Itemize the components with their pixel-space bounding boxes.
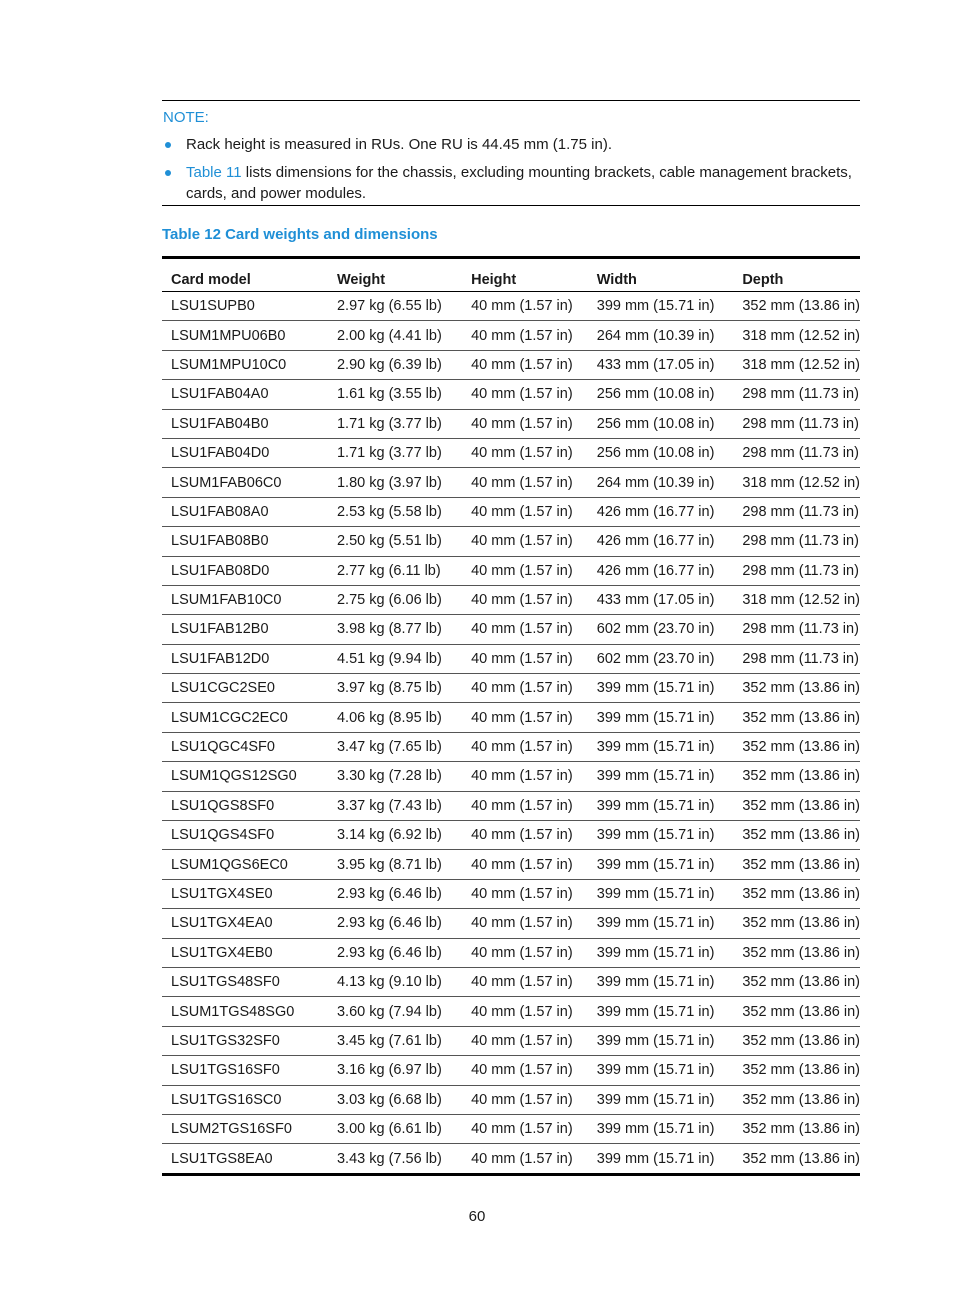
cell-height: 40 mm (1.57 in)	[462, 527, 588, 556]
cell-depth: 352 mm (13.86 in)	[742, 298, 860, 315]
table-row	[162, 850, 860, 879]
note-title: NOTE:	[163, 109, 209, 126]
cell-card-model: LSUM1CGC2EC0	[162, 703, 328, 732]
table-row	[162, 997, 860, 1026]
cell-card-model: LSU1TGS8EA0	[162, 1144, 328, 1174]
cell-card-model: LSU1FAB04B0	[162, 409, 328, 438]
cell-weight: 2.97 kg (6.55 lb)	[336, 298, 442, 315]
cell-width: 399 mm (15.71 in)	[588, 1085, 734, 1114]
cell-weight: 2.53 kg (5.58 lb)	[328, 497, 462, 526]
cell-height: 40 mm (1.57 in)	[462, 468, 588, 497]
cell-width: 399 mm (15.71 in)	[588, 674, 734, 703]
cell-weight: 3.43 kg (7.56 lb)	[328, 1144, 462, 1174]
header-card-model: Card model	[162, 258, 328, 292]
table-header-row	[162, 258, 860, 292]
cell-depth: 352 mm (13.86 in)	[733, 909, 860, 938]
cell-height: 40 mm (1.57 in)	[462, 615, 588, 644]
cell-depth: 352 mm (13.86 in)	[733, 938, 860, 967]
cell-height: 40 mm (1.57 in)	[462, 1085, 588, 1114]
cell-card-model: LSU1TGS32SF0	[162, 1026, 328, 1055]
cell-height: 40 mm (1.57 in)	[462, 762, 588, 791]
cell-weight: 2.93 kg (6.46 lb)	[328, 938, 462, 967]
cell-width: 399 mm (15.71 in)	[588, 703, 734, 732]
table-row	[162, 438, 860, 467]
cell-width: 399 mm (15.71 in)	[588, 791, 734, 820]
cell-depth: 298 mm (11.73 in)	[733, 615, 860, 644]
cell-width: 399 mm (15.71 in)	[588, 850, 734, 879]
table-row	[162, 791, 860, 820]
table-row	[162, 1114, 860, 1143]
cell-card-model: LSU1TGS16SF0	[162, 1056, 328, 1085]
table-row	[162, 292, 860, 321]
cell-depth: 352 mm (13.86 in)	[733, 791, 860, 820]
cell-height: 40 mm (1.57 in)	[462, 1114, 588, 1143]
cell-card-model: LSU1SUPB0	[171, 298, 255, 315]
note-bullet-2-text: lists dimensions for the chassis, excluding mounting brackets, cable management brackets, cards, and power modules.	[186, 164, 852, 202]
cell-height: 40 mm (1.57 in)	[462, 791, 588, 820]
table-row	[162, 644, 860, 673]
cell-height: 40 mm (1.57 in)	[462, 1144, 588, 1174]
cell-weight: 3.98 kg (8.77 lb)	[328, 615, 462, 644]
cell-height: 40 mm (1.57 in)	[462, 585, 588, 614]
cell-width: 433 mm (17.05 in)	[588, 585, 734, 614]
cell-card-model: LSU1FAB12B0	[162, 615, 328, 644]
cell-width: 399 mm (15.71 in)	[588, 762, 734, 791]
cell-width: 399 mm (15.71 in)	[588, 732, 734, 761]
cell-depth: 352 mm (13.86 in)	[733, 821, 860, 850]
cell-card-model: LSU1CGC2SE0	[162, 674, 328, 703]
cell-height: 40 mm (1.57 in)	[462, 732, 588, 761]
cell-height: 40 mm (1.57 in)	[462, 497, 588, 526]
table-row	[162, 1144, 860, 1174]
cell-width: 399 mm (15.71 in)	[588, 997, 734, 1026]
table-row	[162, 967, 860, 996]
table-row	[162, 409, 860, 438]
cell-height: 40 mm (1.57 in)	[462, 967, 588, 996]
cell-width: 399 mm (15.71 in)	[588, 909, 734, 938]
cell-depth: 352 mm (13.86 in)	[733, 1026, 860, 1055]
cell-width: 399 mm (15.71 in)	[588, 821, 734, 850]
table-row	[162, 556, 860, 585]
table-row	[162, 674, 860, 703]
cell-depth: 318 mm (12.52 in)	[733, 321, 860, 350]
cell-depth: 298 mm (11.73 in)	[733, 644, 860, 673]
cell-card-model: LSU1QGS4SF0	[162, 821, 328, 850]
cell-height: 40 mm (1.57 in)	[462, 380, 588, 409]
cell-depth: 298 mm (11.73 in)	[733, 380, 860, 409]
cell-weight: 2.50 kg (5.51 lb)	[328, 527, 462, 556]
cell-weight: 3.03 kg (6.68 lb)	[328, 1085, 462, 1114]
table-body	[162, 292, 860, 1175]
cell-height: 40 mm (1.57 in)	[462, 879, 588, 908]
cell-depth: 318 mm (12.52 in)	[733, 468, 860, 497]
cell-card-model: LSU1QGC4SF0	[162, 732, 328, 761]
header-height: Height	[462, 258, 588, 292]
cell-height: 40 mm (1.57 in)	[462, 409, 588, 438]
cell-width: 399 mm (15.71 in)	[588, 938, 734, 967]
cell-depth: 298 mm (11.73 in)	[733, 497, 860, 526]
cell-weight: 1.61 kg (3.55 lb)	[328, 380, 462, 409]
cell-height: 40 mm (1.57 in)	[462, 438, 588, 467]
cell-height: 40 mm (1.57 in)	[462, 850, 588, 879]
cell-depth: 352 mm (13.86 in)	[733, 850, 860, 879]
table-row	[162, 703, 860, 732]
cell-weight: 2.93 kg (6.46 lb)	[328, 909, 462, 938]
cell-depth: 352 mm (13.86 in)	[733, 997, 860, 1026]
note-bullet-1	[162, 134, 860, 155]
cell-width: 256 mm (10.08 in)	[588, 380, 734, 409]
cell-card-model: LSU1FAB04A0	[162, 380, 328, 409]
cell-weight: 3.37 kg (7.43 lb)	[328, 791, 462, 820]
cell-depth: 298 mm (11.73 in)	[733, 409, 860, 438]
cell-card-model: LSUM1FAB10C0	[162, 585, 328, 614]
cell-depth: 318 mm (12.52 in)	[733, 350, 860, 379]
cell-width: 256 mm (10.08 in)	[588, 409, 734, 438]
cell-weight: 2.00 kg (4.41 lb)	[328, 321, 462, 350]
bullet-dot-icon	[165, 170, 171, 176]
cell-card-model: LSU1TGS16SC0	[162, 1085, 328, 1114]
table-row	[162, 1056, 860, 1085]
cell-height: 40 mm (1.57 in)	[462, 821, 588, 850]
cell-weight: 3.00 kg (6.61 lb)	[328, 1114, 462, 1143]
cell-depth: 352 mm (13.86 in)	[733, 762, 860, 791]
cell-weight: 1.71 kg (3.77 lb)	[328, 409, 462, 438]
table-11-link[interactable]: Table 11	[186, 164, 242, 181]
cell-width: 426 mm (16.77 in)	[588, 527, 734, 556]
cell-height: 40 mm (1.57 in)	[462, 1056, 588, 1085]
table-caption: Table 12 Card weights and dimensions	[162, 226, 438, 243]
cell-height: 40 mm (1.57 in)	[462, 674, 588, 703]
cell-width: 399 mm (15.71 in)	[588, 1056, 734, 1085]
table-row	[162, 468, 860, 497]
cell-card-model: LSU1FAB08A0	[162, 497, 328, 526]
header-weight: Weight	[328, 258, 462, 292]
cell-depth: 352 mm (13.86 in)	[733, 732, 860, 761]
cell-weight: 4.06 kg (8.95 lb)	[328, 703, 462, 732]
table-row	[162, 380, 860, 409]
table-row	[162, 821, 860, 850]
cell-card-model: LSUM2TGS16SF0	[162, 1114, 328, 1143]
cell-weight: 3.30 kg (7.28 lb)	[328, 762, 462, 791]
cell-card-model: LSU1FAB08D0	[162, 556, 328, 585]
cell-card-model: LSUM1MPU06B0	[162, 321, 328, 350]
cell-height: 40 mm (1.57 in)	[462, 703, 588, 732]
card-dimensions-table	[162, 256, 860, 1176]
table-row	[162, 497, 860, 526]
cell-height: 40 mm (1.57 in)	[462, 938, 588, 967]
cell-depth: 298 mm (11.73 in)	[733, 556, 860, 585]
header-width: Width	[588, 258, 734, 292]
cell-card-model: LSU1TGX4SE0	[162, 879, 328, 908]
cell-card-model: LSU1FAB12D0	[162, 644, 328, 673]
table-row	[162, 732, 860, 761]
cell-card-model: LSU1FAB08B0	[162, 527, 328, 556]
cell-weight: 2.90 kg (6.39 lb)	[328, 350, 462, 379]
note-bullet-1-text: Rack height is measured in RUs. One RU is 44.45 mm (1.75 in).	[186, 136, 612, 153]
cell-weight: 3.16 kg (6.97 lb)	[328, 1056, 462, 1085]
table-row	[162, 1026, 860, 1055]
cell-width: 426 mm (16.77 in)	[588, 497, 734, 526]
cell-width: 399 mm (15.71 in)	[588, 967, 734, 996]
cell-card-model: LSUM1QGS6EC0	[162, 850, 328, 879]
table-row	[162, 321, 860, 350]
bullet-dot-icon	[165, 142, 171, 148]
cell-weight: 1.71 kg (3.77 lb)	[328, 438, 462, 467]
cell-height: 40 mm (1.57 in)	[471, 298, 573, 315]
cell-width: 602 mm (23.70 in)	[588, 615, 734, 644]
cell-width: 399 mm (15.71 in)	[588, 1114, 734, 1143]
cell-depth: 352 mm (13.86 in)	[733, 674, 860, 703]
cell-depth: 298 mm (11.73 in)	[733, 438, 860, 467]
cell-height: 40 mm (1.57 in)	[462, 644, 588, 673]
table-row	[162, 1085, 860, 1114]
cell-card-model: LSUM1QGS12SG0	[162, 762, 328, 791]
cell-depth: 352 mm (13.86 in)	[733, 967, 860, 996]
cell-weight: 3.60 kg (7.94 lb)	[328, 997, 462, 1026]
cell-card-model: LSUM1TGS48SG0	[162, 997, 328, 1026]
cell-card-model: LSUM1FAB06C0	[162, 468, 328, 497]
cell-width: 399 mm (15.71 in)	[596, 298, 715, 315]
cell-weight: 1.80 kg (3.97 lb)	[328, 468, 462, 497]
cell-depth: 352 mm (13.86 in)	[733, 703, 860, 732]
cell-height: 40 mm (1.57 in)	[462, 350, 588, 379]
cell-width: 256 mm (10.08 in)	[588, 438, 734, 467]
cell-weight: 2.75 kg (6.06 lb)	[328, 585, 462, 614]
cell-weight: 4.13 kg (9.10 lb)	[328, 967, 462, 996]
cell-height: 40 mm (1.57 in)	[462, 556, 588, 585]
cell-card-model: LSU1TGX4EA0	[162, 909, 328, 938]
table-row	[162, 879, 860, 908]
cell-width: 602 mm (23.70 in)	[588, 644, 734, 673]
cell-width: 399 mm (15.71 in)	[588, 879, 734, 908]
table-row	[162, 762, 860, 791]
note-block	[162, 100, 860, 206]
cell-weight: 4.51 kg (9.94 lb)	[328, 644, 462, 673]
cell-depth: 352 mm (13.86 in)	[733, 1085, 860, 1114]
table-row	[162, 527, 860, 556]
cell-weight: 3.95 kg (8.71 lb)	[328, 850, 462, 879]
cell-depth: 298 mm (11.73 in)	[733, 527, 860, 556]
table-row	[162, 615, 860, 644]
cell-depth: 352 mm (13.86 in)	[733, 1144, 860, 1174]
cell-height: 40 mm (1.57 in)	[462, 321, 588, 350]
table-row	[162, 938, 860, 967]
cell-height: 40 mm (1.57 in)	[462, 1026, 588, 1055]
cell-width: 433 mm (17.05 in)	[588, 350, 734, 379]
cell-width: 399 mm (15.71 in)	[588, 1026, 734, 1055]
cell-height: 40 mm (1.57 in)	[462, 997, 588, 1026]
cell-weight: 2.93 kg (6.46 lb)	[328, 879, 462, 908]
cell-width: 264 mm (10.39 in)	[588, 321, 734, 350]
cell-card-model: LSU1TGS48SF0	[162, 967, 328, 996]
cell-card-model: LSU1TGX4EB0	[162, 938, 328, 967]
header-depth: Depth	[733, 258, 860, 292]
cell-width: 399 mm (15.71 in)	[588, 1144, 734, 1174]
cell-card-model: LSUM1MPU10C0	[162, 350, 328, 379]
cell-height: 40 mm (1.57 in)	[462, 909, 588, 938]
cell-depth: 352 mm (13.86 in)	[733, 1056, 860, 1085]
cell-card-model: LSU1FAB04D0	[162, 438, 328, 467]
cell-weight: 3.45 kg (7.61 lb)	[328, 1026, 462, 1055]
cell-weight: 3.97 kg (8.75 lb)	[328, 674, 462, 703]
cell-weight: 3.14 kg (6.92 lb)	[328, 821, 462, 850]
cell-weight: 3.47 kg (7.65 lb)	[328, 732, 462, 761]
page-number: 60	[468, 1208, 486, 1225]
cell-depth: 352 mm (13.86 in)	[733, 1114, 860, 1143]
cell-width: 426 mm (16.77 in)	[588, 556, 734, 585]
cell-weight: 2.77 kg (6.11 lb)	[328, 556, 462, 585]
cell-card-model: LSU1QGS8SF0	[162, 791, 328, 820]
cell-width: 264 mm (10.39 in)	[588, 468, 734, 497]
cell-depth: 318 mm (12.52 in)	[733, 585, 860, 614]
table-row	[162, 585, 860, 614]
table-row	[162, 909, 860, 938]
cell-depth: 352 mm (13.86 in)	[733, 879, 860, 908]
note-list	[162, 134, 860, 204]
table-row	[162, 350, 860, 379]
note-bullet-2	[162, 162, 860, 204]
